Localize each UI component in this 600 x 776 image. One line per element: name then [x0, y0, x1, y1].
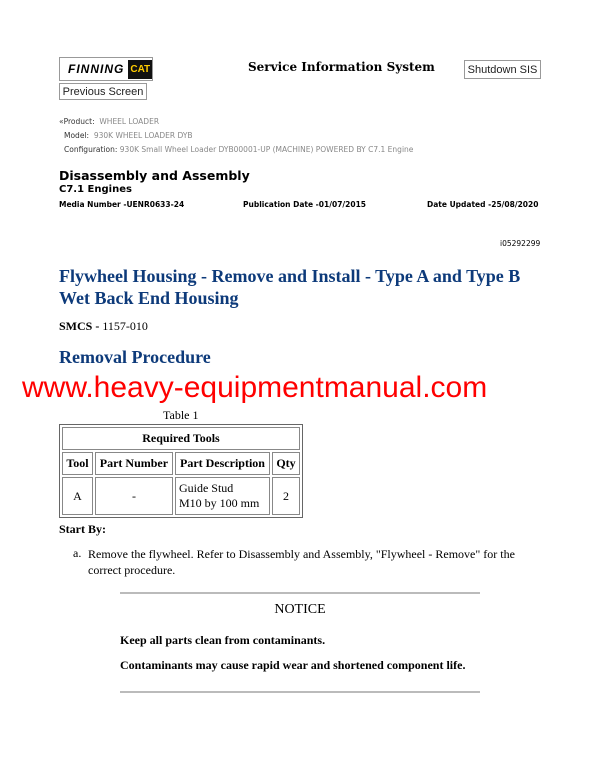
notice-divider-top — [120, 592, 480, 594]
notice-text-2: Contaminants may cause rapid wear and shortened component life. — [120, 658, 466, 672]
config-line: Configuration: 930K Small Wheel Loader DYB00001-UP (MACHINE) POWERED BY C7.1 Engine — [64, 145, 414, 154]
media-number: Media Number -UENR0633-24 — [59, 200, 185, 209]
step-text: Remove the flywheel. Refer to Disassembly and Assembly, "Flywheel - Remove" for the correct procedure. — [88, 547, 515, 577]
watermark: www.heavy-equipmentmanual.com — [22, 371, 488, 404]
cell-description: Guide Stud M10 by 100 mm — [175, 477, 270, 515]
date-updated: Date Updated -25/08/2020 — [427, 200, 539, 209]
table-row — [62, 477, 300, 515]
smcs: SMCS - 1157-010 — [59, 319, 148, 333]
logo-text: FINNING — [68, 62, 125, 76]
required-tools-table — [59, 424, 303, 518]
finning-cat-logo — [59, 57, 153, 81]
product-line: «Product: WHEEL LOADER — [59, 117, 160, 126]
notice-divider-bottom — [120, 691, 480, 693]
shutdown-button[interactable]: Shutdown SIS — [464, 60, 541, 79]
engine-title: C7.1 Engines — [59, 184, 132, 195]
model-line: Model: 930K WHEEL LOADER DYB — [64, 131, 193, 140]
header-part-number: Part Number — [95, 452, 173, 475]
notice-text-1: Keep all parts clean from contaminants. — [120, 633, 326, 647]
header-tool: Tool — [62, 452, 93, 475]
page-title: Flywheel Housing - Remove and Install - Type A and Type B Wet Back End Housing — [59, 266, 521, 308]
step-marker: a. — [73, 546, 82, 560]
table-title: Required Tools — [62, 427, 300, 450]
publication-date: Publication Date -01/07/2015 — [243, 200, 367, 209]
start-by-label: Start By: — [59, 522, 106, 536]
table-caption: Table 1 — [163, 408, 199, 422]
cell-qty: 2 — [272, 477, 300, 515]
cell-tool: A — [62, 477, 93, 515]
document-id: i05292299 — [500, 239, 541, 248]
removal-heading: Removal Procedure — [59, 347, 211, 367]
previous-screen-button[interactable]: Previous Screen — [59, 83, 147, 100]
header-qty: Qty — [272, 452, 300, 475]
section-title: Disassembly and Assembly — [59, 168, 250, 183]
cell-part-number: - — [95, 477, 173, 515]
cat-badge: CAT — [128, 60, 152, 79]
app-title: Service Information System — [248, 60, 435, 74]
header-part-description: Part Description — [175, 452, 270, 475]
notice-title: NOTICE — [274, 602, 326, 617]
